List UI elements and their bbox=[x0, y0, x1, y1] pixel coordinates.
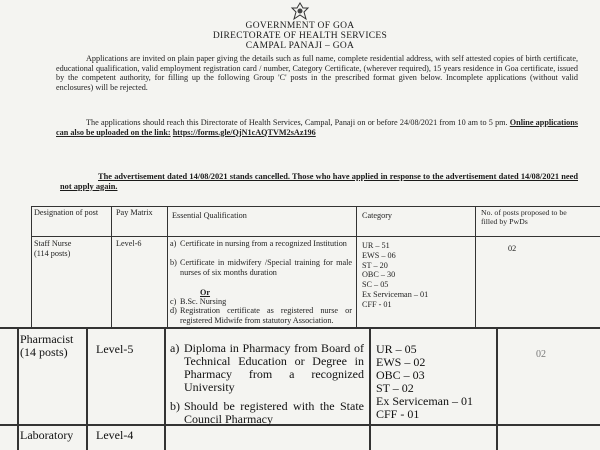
category-ews: EWS – 06 bbox=[362, 250, 396, 260]
qualification-item: a) Diploma in Pharmacy from Board of Technical Education or Degree in Pharmacy from a recognized University bbox=[170, 341, 364, 394]
form-link[interactable]: https://forms.gle/QjN1cAQTVM2sAz196 bbox=[172, 127, 316, 137]
category-st: ST – 20 bbox=[362, 260, 388, 270]
deadline-text: The applications should reach this Directorate of Health Services, Campal, Panaji on or before 24/08/2021 from 10 am to 5 pm. bbox=[86, 118, 510, 127]
category-sc: SC – 05 bbox=[362, 280, 389, 290]
online-application-text: Online applications can also be uploaded on the link: bbox=[56, 118, 578, 137]
designation-text: Pharmacist bbox=[20, 332, 74, 346]
posts-count: (114 posts) bbox=[34, 248, 71, 258]
header-category: Category bbox=[362, 211, 393, 220]
row-staff-nurse-pay: Level-6 bbox=[116, 239, 142, 248]
row-staff-nurse-categories bbox=[362, 241, 428, 310]
row-staff-nurse-designation bbox=[34, 239, 71, 258]
qualification-or: Or bbox=[200, 288, 211, 297]
cancellation-notice: The advertisement dated 14/08/2021 stands cancelled. Those who have applied in response to the advertisement dated 14/08/2021 need not apply again. bbox=[60, 172, 578, 191]
qualification-item: b) Certificate in midwifery /Special training for male nurses of six months duration bbox=[170, 258, 352, 277]
row-pharmacist-categories bbox=[376, 343, 473, 421]
designation-text: Staff Nurse bbox=[34, 239, 72, 248]
application-paragraph: Applications are invited on plain paper giving the details such as full name, complete residential address, with self attested copies of birth certificate, educational qualification, valid employment registration card / number, Category Certificate, (wherever required), 15 years residence in Goa certificate, issued by the competent authority, for filling up the following Group 'C' posts in the prescribed format given below. Incomplete applications (without valid enclosures) will be rejected. bbox=[56, 54, 578, 92]
header-pwd: No. of posts proposed to be filled by PwDs bbox=[481, 208, 567, 226]
category-obc: OBC – 03 bbox=[376, 368, 425, 382]
row-pharmacist-designation bbox=[20, 333, 73, 359]
row-laboratory-pay: Level-4 bbox=[96, 429, 134, 442]
row-pharmacist-pay: Level-5 bbox=[96, 342, 134, 356]
row-laboratory-designation: Laboratory bbox=[20, 429, 74, 442]
category-cff: CFF - 01 bbox=[362, 299, 392, 309]
category-ews: EWS – 02 bbox=[376, 355, 426, 369]
category-ex-serviceman: Ex Serviceman – 01 bbox=[376, 394, 473, 408]
category-ur: UR – 05 bbox=[376, 342, 417, 356]
posts-count: (14 posts) bbox=[20, 345, 68, 359]
category-st: ST – 02 bbox=[376, 381, 414, 395]
qualification-item: d) Registration certificate as registered nurse or registered Midwife from statutory Association. bbox=[170, 306, 352, 325]
category-ur: UR – 51 bbox=[362, 241, 390, 250]
deadline-paragraph bbox=[56, 118, 578, 137]
emblem-icon bbox=[289, 2, 311, 22]
qualification-item: c) B.Sc. Nursing bbox=[170, 297, 227, 306]
header-government: GOVERNMENT OF GOA bbox=[245, 21, 355, 31]
row-staff-nurse-pwd: 02 bbox=[508, 244, 517, 253]
header-designation: Designation of post bbox=[34, 208, 99, 217]
header-directorate: DIRECTORATE OF HEALTH SERVICES bbox=[212, 31, 388, 41]
header-address: CAMPAL PANAJI – GOA bbox=[245, 41, 355, 51]
qualification-item: b) Should be registered with the State Council Pharmacy bbox=[170, 399, 364, 426]
header-qualification: Essential Qualification bbox=[172, 211, 247, 220]
row-pharmacist-pwd: 02 bbox=[536, 349, 546, 360]
category-cff: CFF - 01 bbox=[376, 407, 420, 421]
category-obc: OBC – 30 bbox=[362, 270, 396, 280]
qualification-item: a) Certificate in nursing from a recognized Institution bbox=[170, 239, 347, 248]
header-pay-matrix: Pay Matrix bbox=[116, 208, 153, 217]
category-ex-serviceman: Ex Serviceman – 01 bbox=[362, 289, 429, 299]
